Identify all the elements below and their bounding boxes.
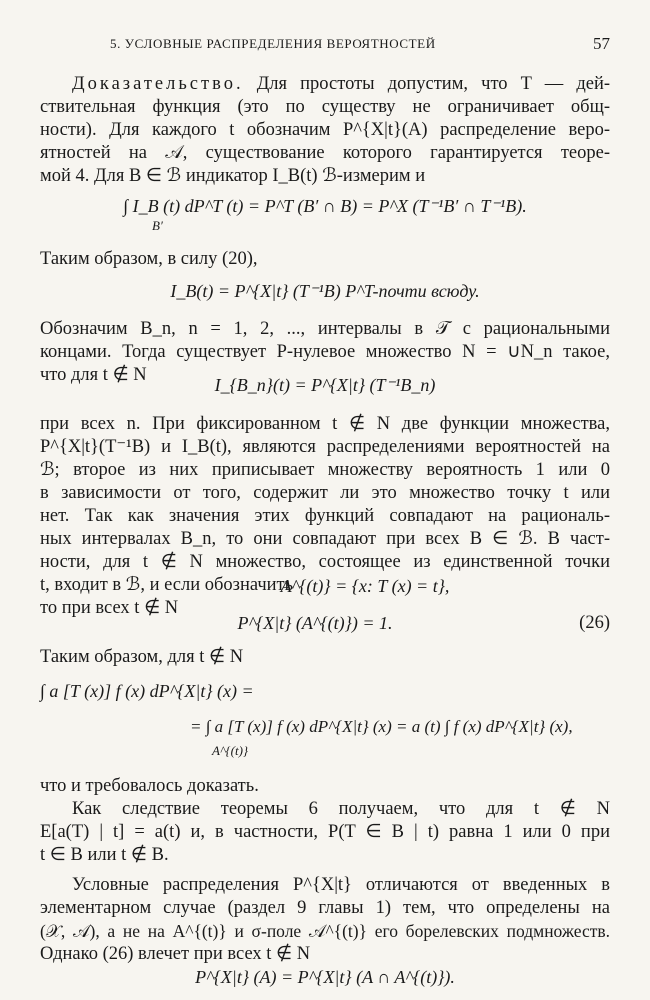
para2-line-3: что для t ∉ N [40, 365, 147, 385]
para4-line-2: E[a(T) | t] = a(t) и, в частности, P(T ∈ B | t) равна 1 или 0 при [40, 822, 610, 842]
running-head: 5. УСЛОВНЫЕ РАСПРЕДЕЛЕНИЯ ВЕРОЯТНОСТЕЙ [110, 36, 436, 51]
para5-line-4: Однако (26) влечет при всех t ∉ N [40, 944, 311, 964]
equation-integral-part-2: = ∫ a [T (x)] f (x) dP^{X|t} (x) = a (t) ∫ f (x) dP^{X|t} (x), [190, 717, 573, 736]
text-qed: что и требовалось доказать. [40, 776, 259, 796]
proof-line-1 [40, 73, 610, 95]
para3-line-3: ℬ; второе из них приписывает множеству вероятность 1 или 0 [40, 460, 610, 480]
equation-conditional-restriction: P^{X|t} (A) = P^{X|t} (A ∩ A^{(t)}). [195, 967, 455, 987]
equation-number-26: (26) [579, 613, 610, 633]
para4-line-1: Как следствие теоремы 6 получаем, что для t ∉ N [72, 799, 610, 819]
para3-line-7: ности, для t ∉ N множество, состоящее из единственной точки [40, 552, 610, 572]
para3-line-8: t, входит в ℬ, и если обозначить [40, 575, 294, 595]
para3-line-5: нет. Так как значения этих функций совпадают на рациональ- [40, 506, 610, 526]
para3-line-4: в зависимости от того, содержит ли это множество точку t или [40, 483, 610, 503]
para2-line-1: Обозначим B_n, n = 1, 2, ..., интервалы в 𝒯 с рациональными [40, 319, 610, 339]
proof-line-3: ности). Для каждого t обозначим P^{X|t}(A) распределение веро- [40, 120, 610, 140]
para5-line-2: элементарном случае (раздел 9 главы 1) тем, что определены на [40, 898, 610, 918]
para3-line-6: ных интервалах B_n, то они совпадают при всех B ∈ ℬ. В част- [40, 529, 610, 549]
equation-indicator-almost-everywhere: I_B(t) = P^{X|t} (T⁻¹B) P^T-почти всюду. [170, 281, 480, 301]
para3-line-1: при всех n. При фиксированном t ∉ N две функции множества, [40, 414, 610, 434]
equation-integral-part-1: ∫ a [T (x)] f (x) dP^{X|t} (x) = [40, 681, 254, 701]
para3-line-2: P^{X|t}(T⁻¹B) и I_B(t), являются распределениями вероятностей на [40, 437, 610, 457]
text-then-for-all: то при всех t ∉ N [40, 598, 179, 618]
para2-line-2: концами. Тогда существует P-нулевое множество N = ∪N_n такое, [40, 342, 610, 362]
equation-indicator-bn: I_{B_n}(t) = P^{X|t} (T⁻¹B_n) [214, 375, 436, 395]
proof-word: Доказательство. [72, 74, 244, 94]
equation-integral-indicator: ∫ I_B (t) dP^T (t) = P^T (B′ ∩ B) = P^X (T⁻¹B′ ∩ T⁻¹B). [123, 196, 527, 216]
proof-line-5: мой 4. Для B ∈ ℬ индикатор I_B(t) ℬ-измерим и [40, 166, 426, 186]
equation-set-a-t: A^{(t)} = {x: T (x) = t}, [280, 576, 450, 596]
proof-line-2: ствительная функция (это по существу не ограничивает общ- [40, 97, 610, 117]
para5-line-1: Условные распределения P^{X|t} отличаются от введенных в [72, 875, 610, 895]
para5-line-3: (𝒳, 𝒜), а не на A^{(t)} и σ-поле 𝒜^{(t)} его борелевских подмножеств. [40, 921, 610, 941]
page-number: 57 [593, 34, 610, 53]
page-header [40, 34, 610, 56]
integral-subscript-a-t: A^{(t)} [212, 743, 249, 758]
integral-subscript-b-prime: B′ [152, 218, 163, 233]
text-thus-20: Таким образом, в силу (20), [40, 249, 258, 269]
proof-line-4: ятностей на 𝒜, существование которого гарантируется теоре- [40, 143, 610, 163]
para4-line-3: t ∈ B или t ∉ B. [40, 845, 169, 865]
proof-line-1-text: Для простоты допустим, что T — дей- [256, 74, 610, 94]
text-thus-for-t: Таким образом, для t ∉ N [40, 647, 244, 667]
equation-26: P^{X|t} (A^{(t)}) = 1. [237, 613, 393, 633]
